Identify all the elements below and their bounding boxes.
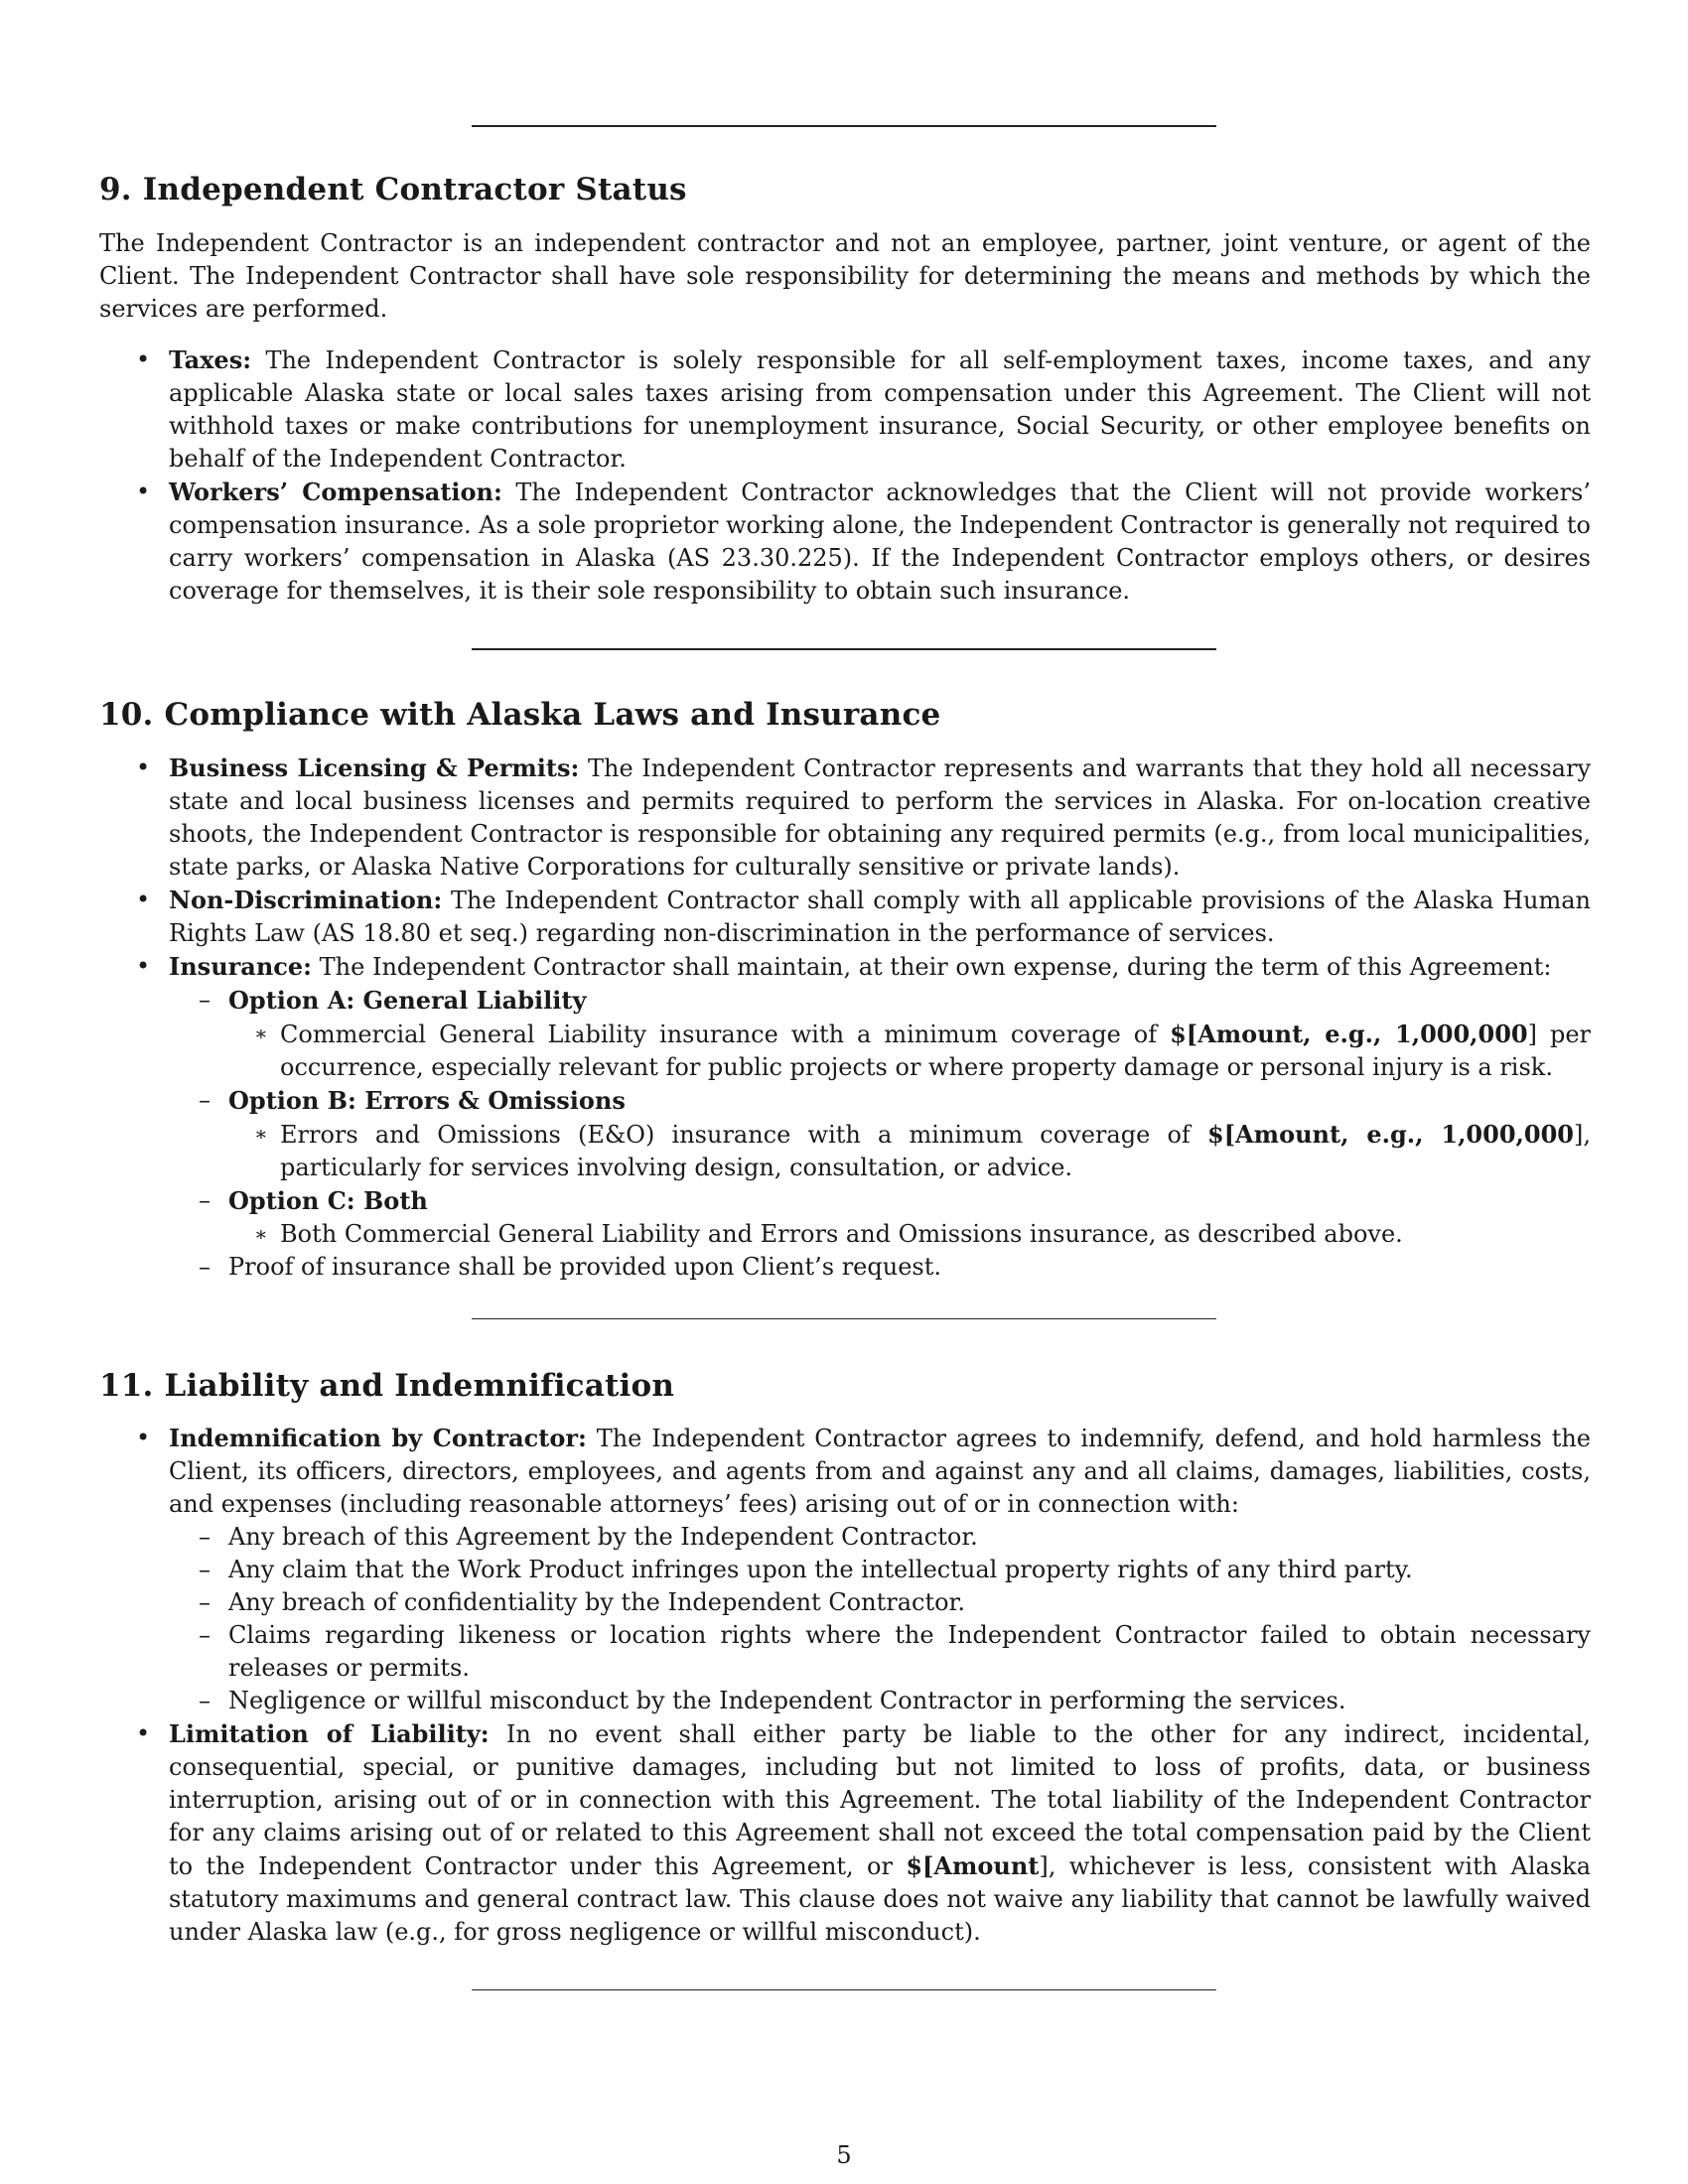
limitation-amount: $[Amount	[906, 1851, 1040, 1880]
indemn-item-text: Negligence or willful misconduct by the Independent Contractor in performing the services.	[228, 1687, 1346, 1714]
dash-icon: –	[199, 986, 211, 1014]
dash-icon: –	[199, 1086, 211, 1114]
limitation-label: Limitation of Liability:	[169, 1719, 490, 1748]
section-11-heading: 11. Liability and Indemnification	[99, 1368, 675, 1404]
option-a-detail	[228, 1018, 1591, 1084]
divider-rule-top	[472, 125, 1216, 127]
list-item-indemnification	[99, 1422, 1591, 1717]
option-c-title: Option C: Both	[228, 1186, 428, 1215]
indemn-item-text: Claims regarding likeness or location rights where the Independent Contractor failed to obtain necessary releases or permits.	[228, 1621, 1591, 1682]
divider-rule-2	[472, 648, 1216, 650]
list-item-limitation-of-liability	[99, 1717, 1591, 1949]
option-a-amount: $[Amount, e.g., 1,000,000	[1170, 1020, 1528, 1048]
dash-icon: –	[199, 1253, 211, 1281]
taxes-label: Taxes:	[169, 345, 252, 374]
limitation-pre: In no event shall either party be liable to the other for any indirect, incidental, consequential, special, or punitive damages, including but not limited to loss of profits, data, or business interruption, arising out of or in connection with this Agreement. The total liability of the Independent Contractor for any claims arising out of or related to this Agreement shall not exceed the total compensation paid by the Client to the Independent Contractor under this Agreement, or	[169, 1720, 1591, 1880]
section-9-intro: The Independent Contractor is an independent contractor and not an employee, partner, joint venture, or agent of the Client. The Independent Contractor shall have sole responsibility for determining the means and methods by which the services are performed.	[99, 229, 1591, 323]
non-discrimination-label: Non-Discrimination:	[169, 886, 443, 914]
list-item-taxes	[99, 343, 1591, 476]
list-item-workers-compensation	[99, 476, 1591, 608]
indemn-item	[169, 1521, 1591, 1554]
section-11-list	[99, 1422, 1591, 1949]
indemn-item	[169, 1619, 1591, 1685]
bullet-icon: •	[136, 952, 151, 980]
dash-icon: –	[199, 1186, 211, 1214]
indemn-item-text: Any breach of confidentiality by the Independent Contractor.	[228, 1588, 966, 1616]
dash-icon: –	[199, 1556, 211, 1583]
option-c-pre: Both Commercial General Liability and Errors and Omissions insurance, as described above.	[280, 1220, 1403, 1248]
section-9-list	[99, 343, 1591, 608]
option-a-post: ] per occurrence, especially relevant for public projects or where property damage or personal injury is a risk.	[280, 1021, 1592, 1081]
option-b-amount: $[Amount, e.g., 1,000,000	[1207, 1120, 1574, 1149]
option-a-pre: Commercial General Liability insurance with a minimum coverage of	[280, 1021, 1171, 1048]
licensing-text: The Independent Contractor represents and warrants that they hold all necessary state and local business licenses and permits required to perform the services in Alaska. For on-location creative shoots, the Independent Contractor is responsible for obtaining any required permits (e.g., from local municipalities, state parks, or Alaska Native Corporations for culturally sensitive or private lands).	[169, 754, 1592, 881]
indemnification-label: Indemnification by Contractor:	[169, 1424, 587, 1452]
insurance-text: The Independent Contractor shall maintain, at their own expense, during the term of this Agreement:	[312, 953, 1552, 981]
limitation-post: ], whichever is less, consistent with Alaska statutory maximums and general contract law. This clause does not waive any liability that cannot be lawfully waived under Alaska law (e.g., for gross negligence or willful misconduct).	[169, 1852, 1592, 1946]
section-9-heading: 9. Independent Contractor Status	[99, 172, 687, 207]
dash-icon: –	[199, 1687, 211, 1714]
asterisk-icon: ∗	[254, 1222, 268, 1246]
dash-icon: –	[199, 1588, 211, 1616]
option-c	[169, 1184, 1591, 1251]
section-10-list	[99, 751, 1591, 1284]
asterisk-icon: ∗	[254, 1122, 268, 1146]
bullet-icon: •	[136, 1424, 151, 1451]
option-b-detail	[228, 1118, 1591, 1184]
asterisk-icon: ∗	[254, 1022, 268, 1045]
option-b-post: ], particularly for services involving design, consultation, or advice.	[280, 1121, 1591, 1181]
bullet-icon: •	[136, 478, 151, 505]
bullet-icon: •	[136, 345, 151, 373]
option-b	[169, 1084, 1591, 1184]
indemn-item-text: Any breach of this Agreement by the Independent Contractor.	[228, 1523, 978, 1551]
indemn-item-text: Any claim that the Work Product infringes upon the intellectual property rights of any third party.	[228, 1556, 1413, 1583]
option-c-detail	[228, 1218, 1591, 1251]
option-a-title: Option A: General Liability	[228, 986, 587, 1015]
licensing-label: Business Licensing & Permits:	[169, 753, 580, 782]
divider-rule-3	[472, 1318, 1216, 1319]
indemn-item	[169, 1554, 1591, 1586]
option-b-pre: Errors and Omissions (E&O) insurance with a minimum coverage of	[280, 1121, 1207, 1149]
list-item-business-licensing	[99, 751, 1591, 884]
workers-comp-text: The Independent Contractor acknowledges that the Client will not provide workers’ compensation insurance. As a sole proprietor working alone, the Independent Contractor is generally not required to carry workers’ compensation in Alaska (AS 23.30.225). If the Independent Contractor employs others, or desires coverage for themselves, it is their sole responsibility to obtain such insurance.	[169, 478, 1591, 605]
list-item-non-discrimination	[99, 884, 1591, 950]
list-item-insurance	[99, 950, 1591, 1284]
indemnification-text: The Independent Contractor agrees to indemnify, defend, and hold harmless the Client, its officers, directors, employees, and agents from and against any and all claims, damages, liabilities, costs, and expenses (including reasonable attorneys’ fees) arising out of or in connection with:	[169, 1425, 1591, 1518]
option-b-title: Option B: Errors & Omissions	[228, 1086, 626, 1115]
workers-comp-label: Workers’ Compensation:	[169, 478, 502, 506]
section-10-heading: 10. Compliance with Alaska Laws and Insurance	[99, 697, 941, 733]
proof-text: Proof of insurance shall be provided upon Client’s request.	[228, 1253, 941, 1281]
taxes-text: The Independent Contractor is solely responsible for all self-employment taxes, income taxes, and any applicable Alaska state or local sales taxes arising from compensation under this Agreement. The Client will not withhold taxes or make contributions for unemployment insurance, Social Security, or other employee benefits on behalf of the Independent Contractor.	[169, 346, 1591, 473]
bullet-icon: •	[136, 1719, 151, 1747]
indemn-item	[169, 1586, 1591, 1619]
bullet-icon: •	[136, 753, 151, 781]
insurance-label: Insurance:	[169, 952, 313, 981]
proof-of-insurance	[169, 1251, 1591, 1284]
divider-rule-bottom	[472, 1989, 1216, 1990]
page-number: 5	[836, 2141, 852, 2169]
bullet-icon: •	[136, 886, 151, 913]
option-a	[169, 984, 1591, 1084]
indemn-item	[169, 1685, 1591, 1717]
dash-icon: –	[199, 1523, 211, 1551]
dash-icon: –	[199, 1621, 211, 1649]
non-discrimination-text: The Independent Contractor shall comply with all applicable provisions of the Alaska Human Rights Law (AS 18.80 et seq.) regarding non-discrimination in the performance of services.	[169, 887, 1591, 947]
